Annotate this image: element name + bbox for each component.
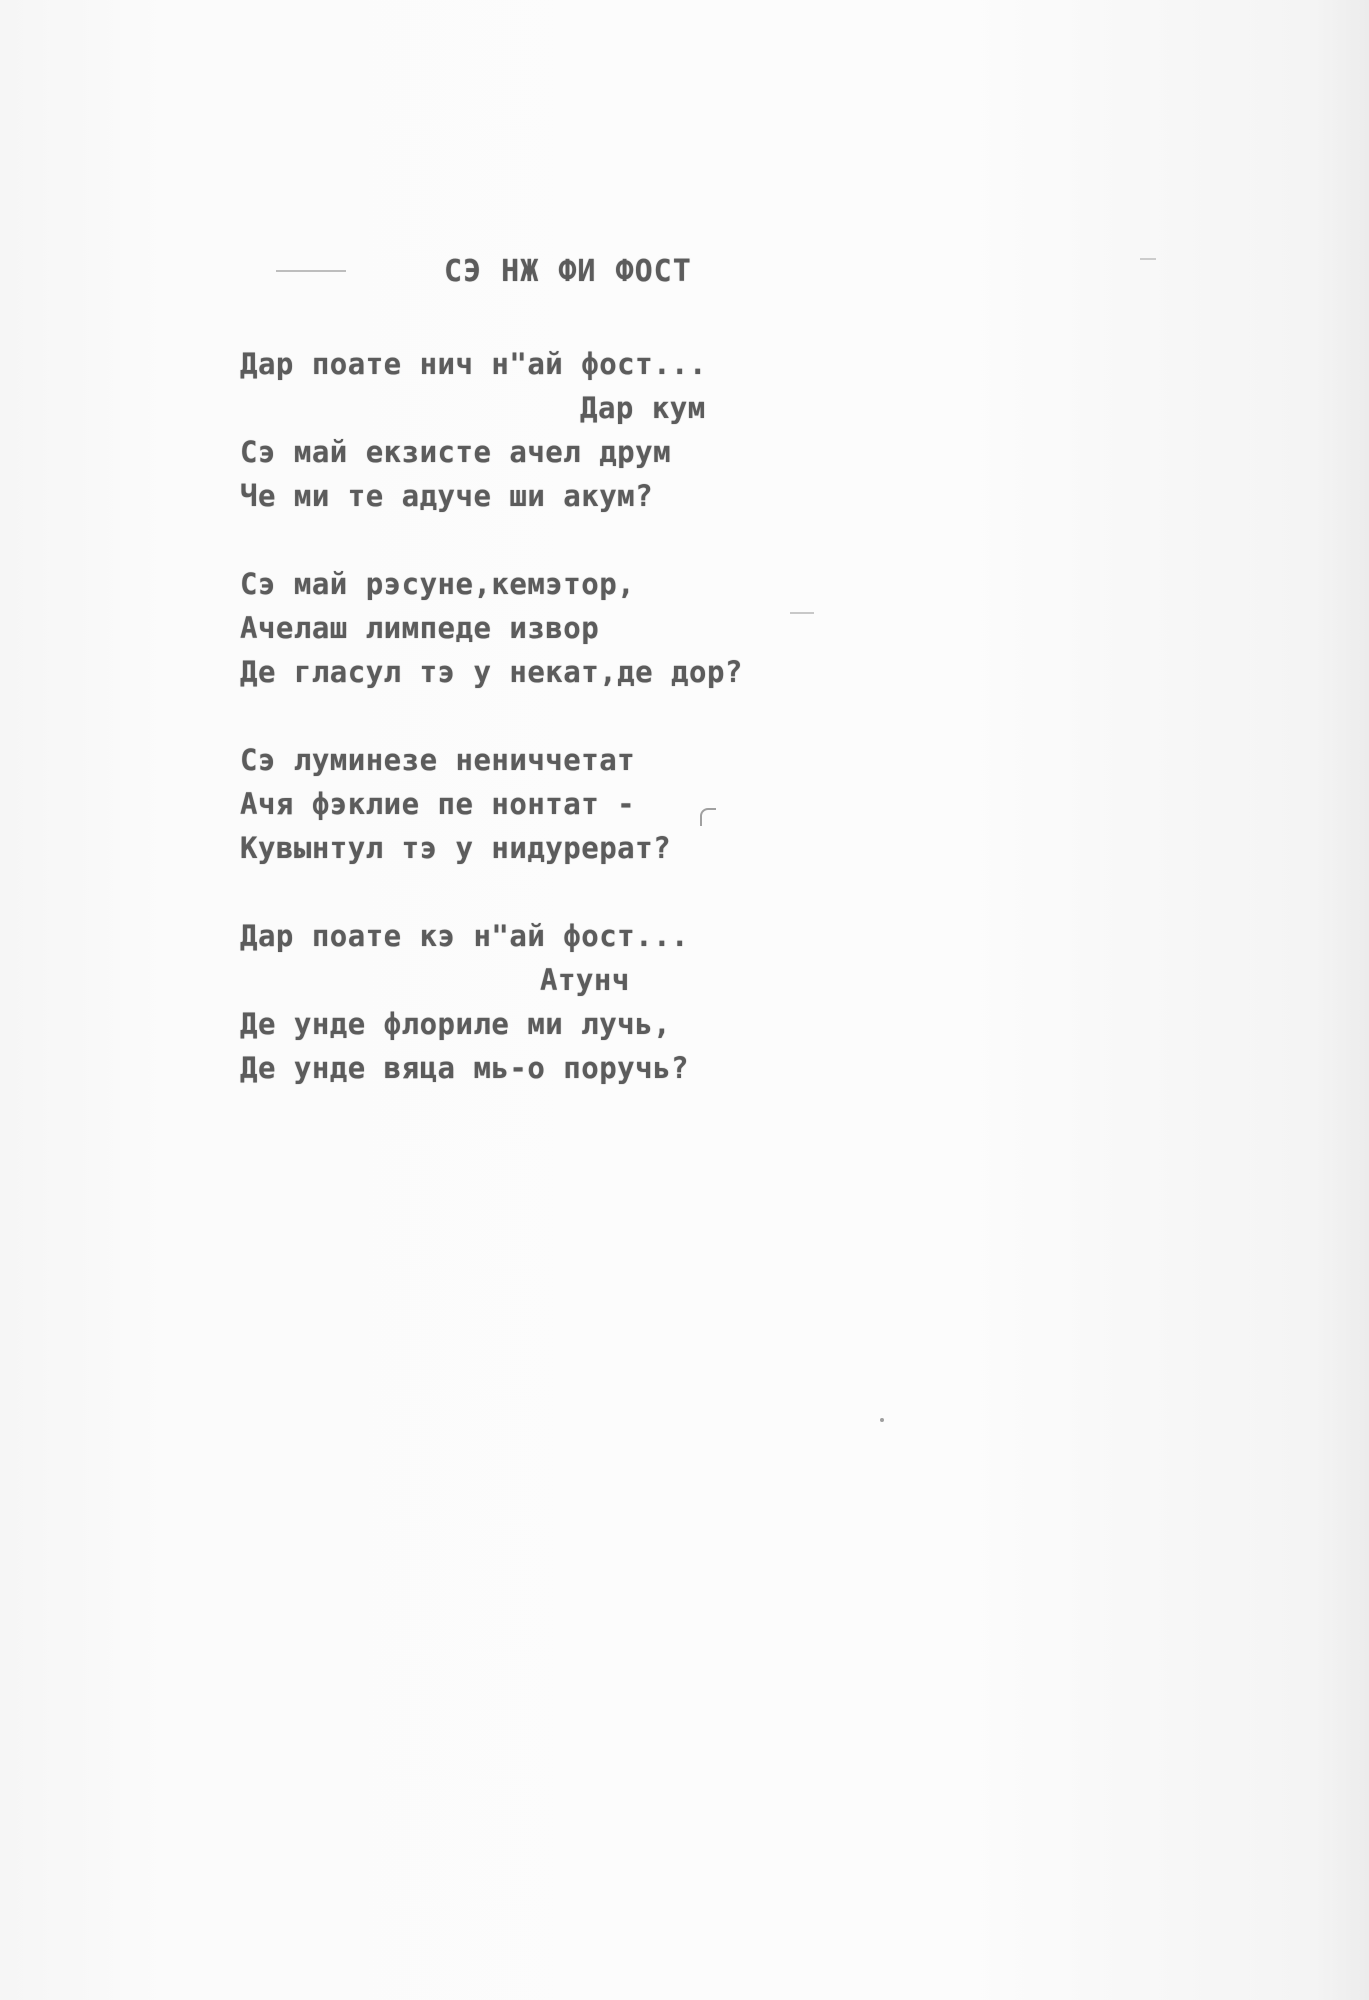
poem-line xyxy=(240,342,840,386)
poem-line-text: Де унде флориле ми лучь, xyxy=(240,1007,672,1041)
poem-line xyxy=(240,474,840,518)
poem-line-text: Сэ луминезе нениччетат xyxy=(240,743,636,777)
paper-speck xyxy=(880,1418,884,1422)
stanza xyxy=(240,738,840,870)
stanza xyxy=(240,914,840,1090)
pencil-dash-mark xyxy=(1140,258,1156,260)
poem-line-text: Дар кум xyxy=(580,391,706,425)
poem-line xyxy=(240,782,840,826)
pencil-dash-mark xyxy=(276,270,346,272)
poem-line xyxy=(240,386,840,430)
poem-line-text: Че ми те адуче ши акум? xyxy=(240,479,654,513)
poem-line xyxy=(240,606,840,650)
poem-line xyxy=(240,1046,840,1090)
stanza xyxy=(240,562,840,694)
poem-line-text: Дар поате кэ н"ай фост... xyxy=(240,919,689,953)
stanza xyxy=(240,342,840,518)
poem-line xyxy=(240,430,840,474)
poem-line-text: Ачя фэклие пе нонтат - xyxy=(240,787,636,821)
poem-line xyxy=(240,562,840,606)
poem-line-text: Сэ май екзисте ачел друм xyxy=(240,435,672,469)
poem-line-text: Де гласул тэ у некат,де дор? xyxy=(240,655,743,689)
poem-line-text: Ачелаш лимпеде извор xyxy=(240,611,600,645)
poem-line-text: Де унде вяца мь-о поручь? xyxy=(240,1051,689,1085)
poem-line-text: Атунч xyxy=(540,963,630,997)
poem-line xyxy=(240,1002,840,1046)
poem-line xyxy=(240,738,840,782)
poem-line xyxy=(240,914,840,958)
poem-line-text: Дар поате нич н"ай фост... xyxy=(240,347,707,381)
poem-line xyxy=(240,958,840,1002)
poem-title: СЭ НЖ ФИ ФОСТ xyxy=(444,254,692,289)
poem-body xyxy=(240,342,840,1134)
poem-line-text: Кувынтул тэ у нидурерат? xyxy=(240,831,672,865)
poem-line xyxy=(240,826,840,870)
poem-line-text: Сэ май рэсуне,кемэтор, xyxy=(240,567,636,601)
poem-line xyxy=(240,650,840,694)
